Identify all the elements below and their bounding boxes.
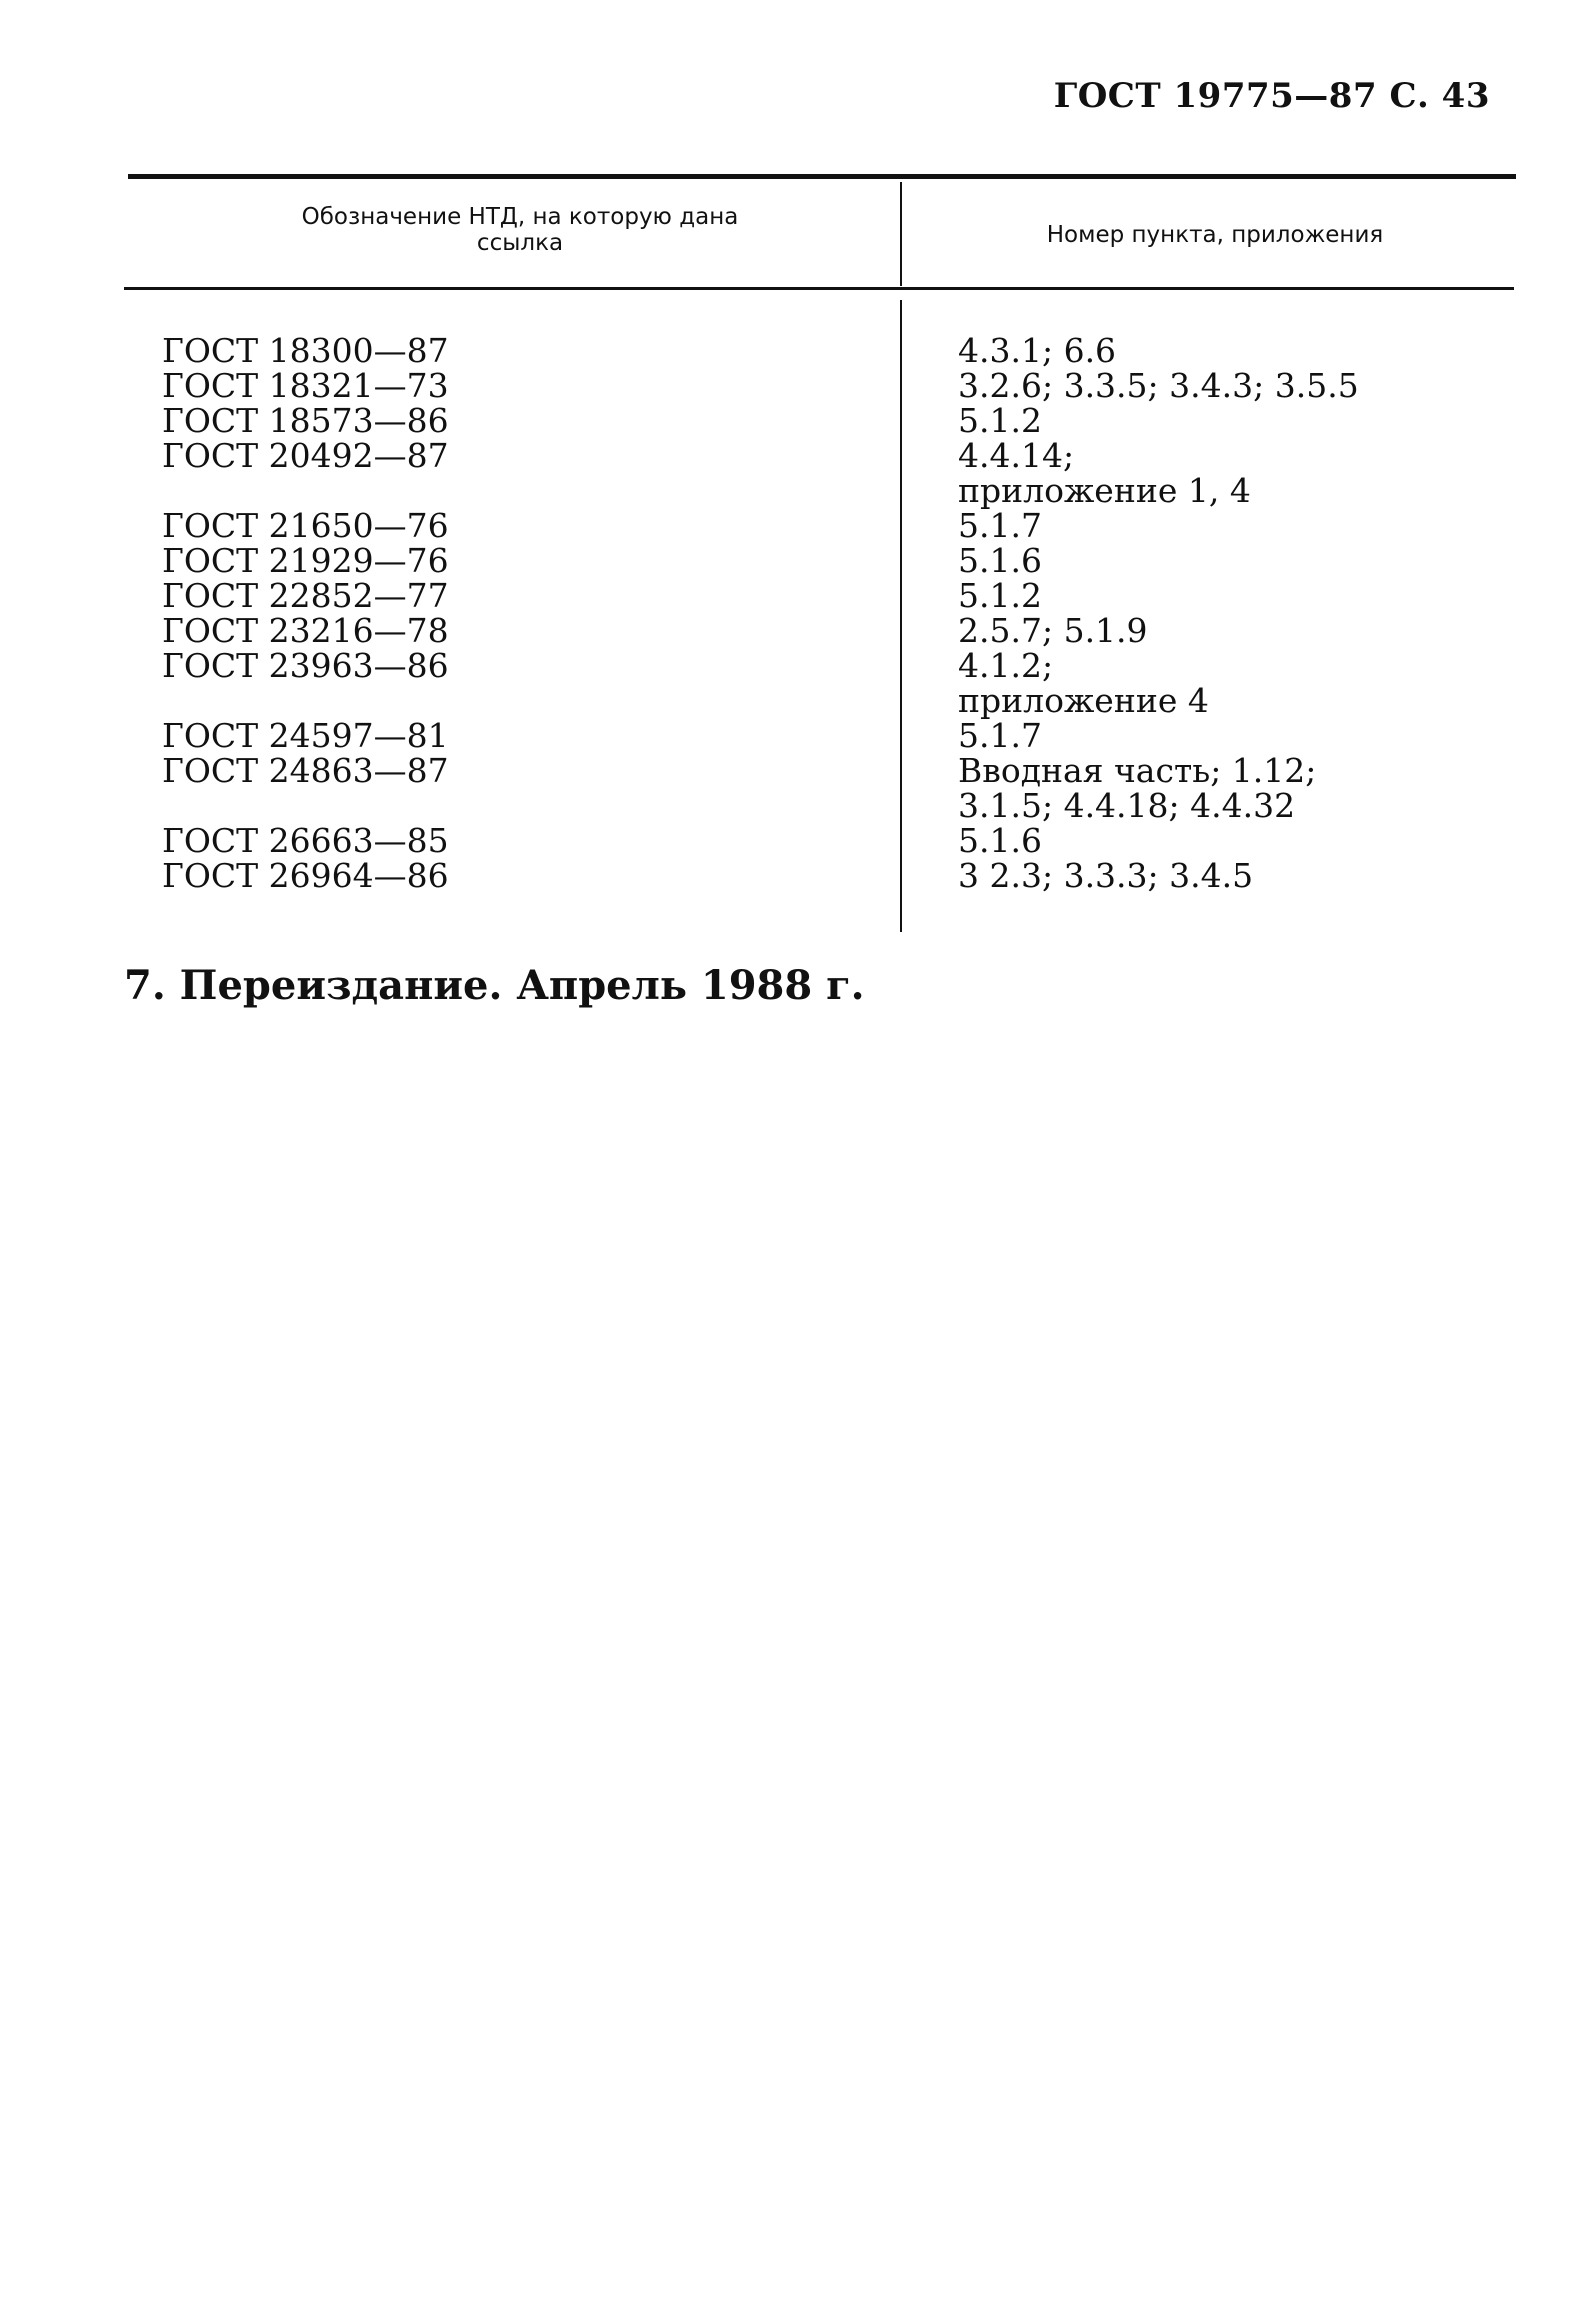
clause-ref: 4.1.2; xyxy=(958,646,1054,685)
clause-ref: 4.3.1; 6.6 xyxy=(958,331,1117,370)
column-title-left-line1: Обозначение НТД, на которую дана xyxy=(301,204,739,230)
clause-ref: 4.4.14; xyxy=(958,436,1075,475)
gost-code: ГОСТ 23963—86 xyxy=(162,646,449,685)
gost-code: ГОСТ 21929—76 xyxy=(162,541,449,580)
clause-ref: 5.1.6 xyxy=(958,541,1042,580)
table-row xyxy=(0,788,1586,823)
gost-code: ГОСТ 20492—87 xyxy=(162,436,449,475)
table-top-rule xyxy=(128,174,1516,179)
table-row xyxy=(0,753,1586,788)
gost-code: ГОСТ 18573—86 xyxy=(162,401,449,440)
table-row xyxy=(0,718,1586,753)
clause-ref: 2.5.7; 5.1.9 xyxy=(958,611,1148,650)
clause-ref: приложение 1, 4 xyxy=(958,471,1251,510)
table-row xyxy=(0,473,1586,508)
clause-ref: 5.1.7 xyxy=(958,716,1042,755)
table-row xyxy=(0,823,1586,858)
table-header-left xyxy=(170,204,870,256)
gost-code: ГОСТ 26964—86 xyxy=(162,856,449,895)
table-row xyxy=(0,613,1586,648)
table-row xyxy=(0,578,1586,613)
table-row xyxy=(0,648,1586,683)
gost-code: ГОСТ 26663—85 xyxy=(162,821,449,860)
gost-code: ГОСТ 21650—76 xyxy=(162,506,449,545)
table-row xyxy=(0,403,1586,438)
gost-code: ГОСТ 18300—87 xyxy=(162,331,449,370)
table-row xyxy=(0,543,1586,578)
table-row xyxy=(0,508,1586,543)
clause-ref: 5.1.2 xyxy=(958,401,1042,440)
reissue-note: 7. Переиздание. Апрель 1988 г. xyxy=(124,962,865,1009)
gost-code: ГОСТ 18321—73 xyxy=(162,366,449,405)
column-title-right: Номер пункта, приложения xyxy=(1046,222,1384,248)
clause-ref: 5.1.2 xyxy=(958,576,1042,615)
clause-ref: Вводная часть; 1.12; xyxy=(958,751,1317,790)
table-header-column-divider xyxy=(900,182,902,286)
table-row xyxy=(0,858,1586,893)
gost-code: ГОСТ 24597—81 xyxy=(162,716,449,755)
clause-ref: 5.1.7 xyxy=(958,506,1042,545)
table-row xyxy=(0,438,1586,473)
clause-ref: 3.2.6; 3.3.5; 3.4.3; 3.5.5 xyxy=(958,366,1359,405)
table-row xyxy=(0,368,1586,403)
column-title-left-line2: ссылка xyxy=(476,230,564,256)
table-header-bottom-rule xyxy=(124,287,1514,290)
gost-code: ГОСТ 22852—77 xyxy=(162,576,449,615)
gost-code: ГОСТ 24863—87 xyxy=(162,751,449,790)
page-header: ГОСТ 19775—87 С. 43 xyxy=(1053,76,1490,116)
clause-ref: 5.1.6 xyxy=(958,821,1042,860)
gost-code: ГОСТ 23216—78 xyxy=(162,611,449,650)
table-row xyxy=(0,333,1586,368)
clause-ref: 3.1.5; 4.4.18; 4.4.32 xyxy=(958,786,1296,825)
clause-ref: приложение 4 xyxy=(958,681,1209,720)
clause-ref: 3 2.3; 3.3.3; 3.4.5 xyxy=(958,856,1254,895)
table-row xyxy=(0,683,1586,718)
